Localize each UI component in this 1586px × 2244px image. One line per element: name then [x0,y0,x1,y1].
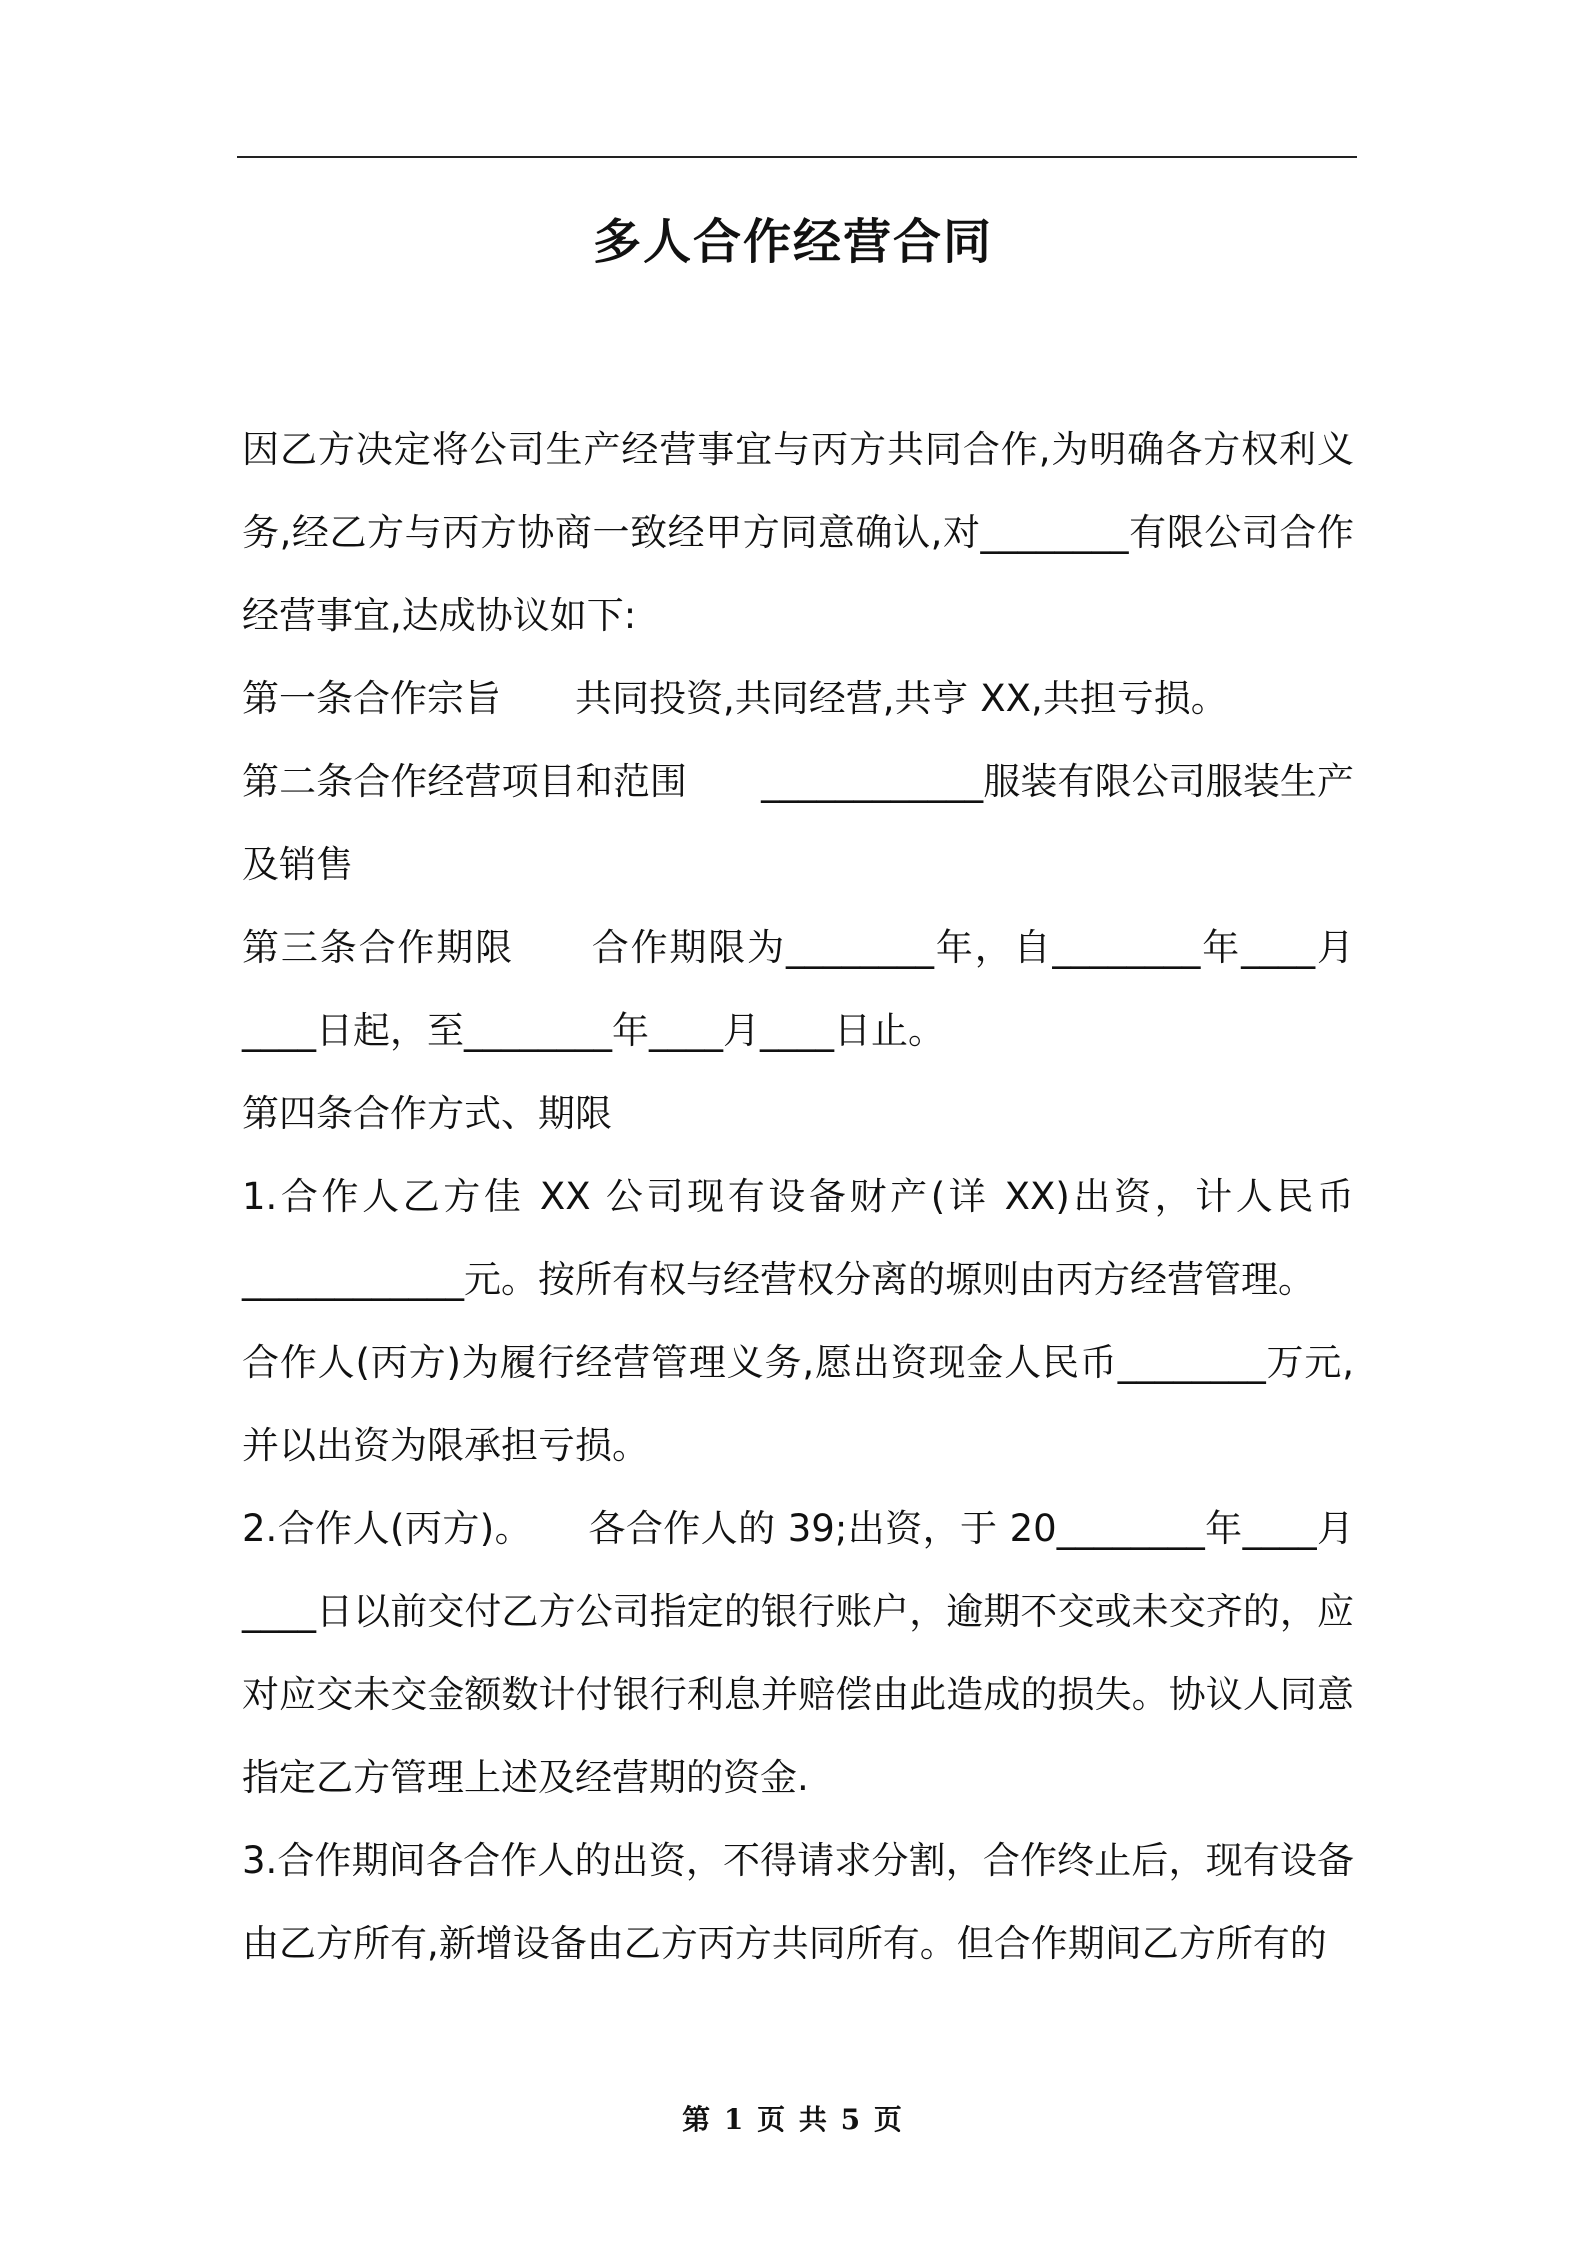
clause-2-paragraph: 2.合作人(丙方)。 各合作人的 39;出资，于 20________年____月____日以前交付乙方公司指定的银行账户，逾期不交或未交齐的，应对应交未交金额数计付银行利息并赔偿由此造成的损失。协议人同意指定乙方管理上述及经营期的资金. [242,1507,1354,1799]
article-2-paragraph: 第二条合作经营项目和范围 ____________服装有限公司服装生产及销售 [242,760,1354,886]
article-1-paragraph: 第一条合作宗旨 共同投资,共同经营,共亨 XX,共担亏损。 [242,677,1228,720]
page-number-footer: 第 1 页 共 5 页 [682,2103,904,2136]
intro-paragraph: 因乙方决定将公司生产经营事宜与丙方共同合作,为明确各方权利义务,经乙方与丙方协商一致经甲方同意确认,对________有限公司合作经营事宜,达成协议如下: [242,428,1354,637]
clause-3-paragraph: 3.合作期间各合作人的出资，不得请求分割，合作终止后，现有设备由乙方所有,新增设备由乙方丙方共同所有。但合作期间乙方所有的 [242,1839,1354,1965]
article-3-paragraph: 第三条合作期限 合作期限为________年，自________年____月____日起，至________年____月____日止。 [242,926,1354,1052]
header-divider [237,156,1357,158]
article-4-heading: 第四条合作方式、期限 [242,1092,612,1135]
clause-1-paragraph: 1.合作人乙方佳 XX 公司现有设备财产(详 XX)出资，计人民币____________元。按所有权与经营权分离的塬则由丙方经营管理。 [242,1175,1354,1301]
clause-1-continued-paragraph: 合作人(丙方)为履行经营管理义务,愿出资现金人民币________万元,并以出资为限承担亏损。 [242,1341,1354,1467]
document-body [242,408,1354,1985]
document-title: 多人合作经营合同 [592,214,993,270]
